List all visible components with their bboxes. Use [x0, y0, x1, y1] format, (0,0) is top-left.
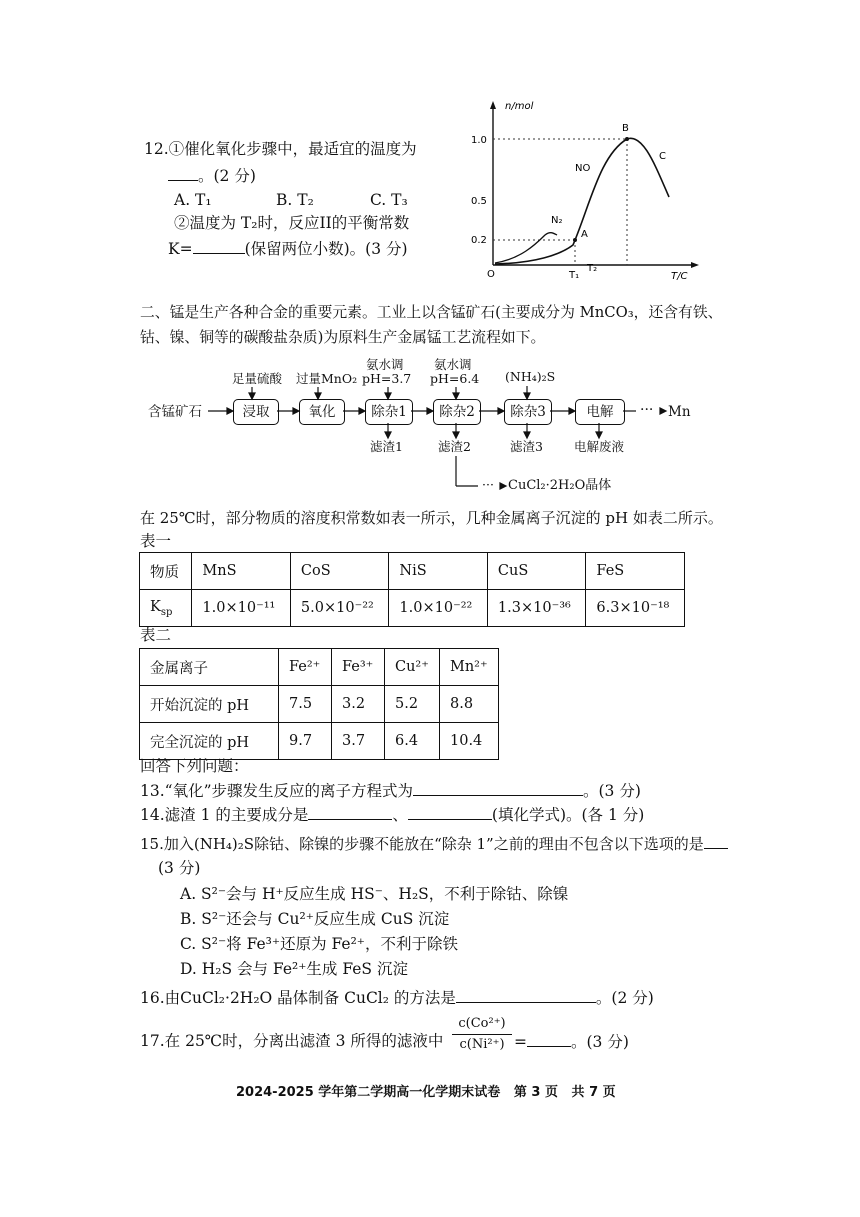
table1-caption: 表一 — [140, 532, 172, 550]
label-no: NO — [575, 163, 591, 174]
q14-suffix: (填化学式)。(各 1 分) — [491, 806, 645, 824]
table-header-cell: MnS — [192, 553, 291, 590]
flow-start: 含锰矿石 — [148, 404, 202, 420]
q16-suffix: 。(2 分) — [595, 989, 654, 1007]
table-header-cell: 物质 — [140, 553, 192, 590]
q12-option-b: B. T₂ — [276, 191, 314, 209]
ytick-1.0: 1.0 — [471, 135, 487, 146]
table-cell: 1.0×10⁻¹¹ — [192, 590, 291, 627]
electrolysis-waste: 电解废液 — [574, 439, 625, 454]
table-row-label: 完全沉淀的 pH — [140, 723, 279, 760]
table-header-cell: 金属离子 — [140, 649, 279, 686]
q15-option-b: B. S²⁻还会与 Cu²⁺反应生成 CuS 沉淀 — [180, 910, 450, 928]
table-header-cell: Fe²⁺ — [279, 649, 332, 686]
answer-blank[interactable] — [704, 832, 728, 849]
table-header-cell: CuS — [487, 553, 586, 590]
flow-end: Mn — [668, 404, 691, 420]
table-header-cell: NiS — [389, 553, 488, 590]
answer-header: 回答下列问题： — [140, 757, 249, 775]
step-purify-2: 除杂2 — [433, 399, 481, 425]
ph-table — [139, 648, 499, 760]
q14-prefix: 14.滤渣 1 的主要成分是 — [140, 806, 309, 824]
table-row — [140, 649, 499, 686]
table-cell: 5.2 — [385, 686, 440, 723]
q13 — [140, 779, 641, 802]
table-header-cell: FeS — [586, 553, 685, 590]
q17-denominator: c(Ni²⁺) — [459, 1037, 505, 1052]
step-electrolysis: 电解 — [575, 399, 625, 425]
q15-option-a: A. S²⁻会与 H⁺反应生成 HS⁻、H₂S，不利于除钴、除镍 — [180, 885, 569, 903]
answer-blank[interactable] — [456, 986, 596, 1003]
reagent-sulfuric-acid: 足量硫酸 — [232, 371, 283, 386]
table2-caption: 表二 — [140, 626, 172, 644]
q17-answer — [514, 1030, 629, 1053]
table-cell: 7.5 — [279, 686, 332, 723]
table-row — [140, 723, 499, 760]
step-leaching: 浸取 — [233, 399, 279, 425]
answer-blank[interactable] — [527, 1030, 571, 1047]
ksp-label: K — [150, 598, 161, 615]
q17-equals: = — [514, 1033, 527, 1051]
xtick-t2: T₂ — [587, 263, 598, 274]
table-header-cell: Fe³⁺ — [332, 649, 385, 686]
table-row-label — [140, 590, 192, 627]
table-cell: 9.7 — [279, 723, 332, 760]
q17-numerator: c(Co²⁺) — [452, 1014, 512, 1035]
section2-line1: 二、锰是生产各种合金的重要元素。工业上以含锰矿石(主要成分为 MnCO₃，还含有铁、 — [140, 304, 723, 321]
q15-text: 15.加入(NH₄)₂S除钴、除镍的步骤不能放在“除杂 1”之前的理由不包含以下选项的是 — [140, 835, 704, 853]
reagent-nh4-2s: (NH₄)₂S — [505, 369, 556, 384]
flow-dots: ··· — [640, 402, 654, 418]
table-cell: 6.3×10⁻¹⁸ — [586, 590, 685, 627]
table-row — [140, 553, 685, 590]
section2-line2: 钴、镍、铜等的碳酸盐杂质)为原料生产金属锰工艺流程如下。 — [140, 329, 546, 346]
ksp-subscript: sp — [160, 606, 173, 618]
q17-prefix: 17.在 25℃时，分离出滤渣 3 所得的滤液中 — [140, 1032, 444, 1050]
q17-suffix: 。(3 分) — [571, 1033, 629, 1051]
label-n2: N₂ — [551, 215, 563, 226]
flow-arrows — [0, 0, 860, 500]
xtick-t1: T₁ — [569, 270, 580, 281]
q14-middle: 、 — [392, 806, 408, 824]
q13-suffix: 。(3 分) — [583, 782, 641, 800]
table-cell: 3.2 — [332, 686, 385, 723]
table-cell: 5.0×10⁻²² — [290, 590, 389, 627]
table-cell: 1.0×10⁻²² — [389, 590, 488, 627]
table-cell: 3.7 — [332, 723, 385, 760]
residue-3: 滤渣3 — [510, 439, 543, 454]
table-header-cell: Mn²⁺ — [440, 649, 499, 686]
q12-line2-suffix: 。(2 分) — [198, 167, 256, 185]
reagent-ph-3.7: pH=3.7 — [362, 371, 412, 386]
ytick-0.2: 0.2 — [471, 235, 487, 246]
step-oxidation: 氧化 — [299, 399, 345, 425]
table-cell: 6.4 — [385, 723, 440, 760]
table-row — [140, 686, 499, 723]
q12-line1: 12.①催化氧化步骤中，最适宜的温度为 — [144, 140, 417, 158]
label-c: C — [659, 151, 666, 162]
table-cell: 10.4 — [440, 723, 499, 760]
step-purify-1: 除杂1 — [365, 399, 413, 425]
table-header-cell: CoS — [290, 553, 389, 590]
answer-blank[interactable] — [413, 779, 583, 796]
q16-prefix: 16.由CuCl₂·2H₂O 晶体制备 CuCl₂ 的方法是 — [140, 989, 456, 1007]
table-row — [140, 590, 685, 627]
ytick-0.5: 0.5 — [471, 196, 487, 207]
flow-dots-2: ··· — [482, 477, 494, 492]
q12-line5-prefix: K= — [168, 240, 193, 258]
answer-blank[interactable] — [308, 803, 392, 820]
q15-line2: (3 分) — [158, 859, 201, 877]
x-axis-label: T/C — [671, 271, 688, 282]
q15-option-c: C. S²⁻将 Fe³⁺还原为 Fe²⁺，不利于除铁 — [180, 935, 458, 953]
residue-2: 滤渣2 — [438, 439, 471, 454]
table-cell: 1.3×10⁻³⁶ — [487, 590, 586, 627]
reagent-ammonia-1: 氨水调 — [366, 357, 404, 372]
reagent-mno2: 过量MnO₂ — [296, 371, 358, 386]
q15-line1 — [140, 832, 728, 855]
tables-intro: 在 25℃时，部分物质的溶度积常数如表一所示，几种金属离子沉淀的 pH 如表二所示。 — [140, 509, 723, 527]
q14 — [140, 803, 644, 826]
q12-option-c: C. T₃ — [370, 191, 408, 209]
q13-prefix: 13.“氧化”步骤发生反应的离子方程式为 — [140, 782, 413, 800]
table-header-cell: Cu²⁺ — [385, 649, 440, 686]
reagent-ammonia-2: 氨水调 — [434, 357, 472, 372]
label-b: B — [622, 123, 629, 134]
origin-label: O — [487, 269, 495, 280]
q17-fraction — [452, 1014, 512, 1055]
page-footer: 2024-2025 学年第二学期高一化学期末试卷 第 3 页 共 7 页 — [236, 1085, 616, 1100]
label-a: A — [581, 229, 588, 240]
reagent-ph-6.4: pH=6.4 — [430, 371, 480, 386]
q16 — [140, 986, 654, 1009]
ksp-table — [139, 552, 685, 627]
q15-option-d: D. H₂S 会与 Fe²⁺生成 FeS 沉淀 — [180, 960, 408, 978]
answer-blank[interactable] — [408, 803, 492, 820]
table-row-label: 开始沉淀的 pH — [140, 686, 279, 723]
q12-line5-suffix: (保留两位小数)。(3 分) — [244, 240, 408, 258]
y-axis-label: n/mol — [505, 101, 534, 112]
step-purify-3: 除杂3 — [504, 399, 552, 425]
flow-product: CuCl₂·2H₂O晶体 — [508, 478, 612, 493]
q12-option-a: A. T₁ — [174, 191, 212, 209]
q12-line4: ②温度为 T₂时，反应II的平衡常数 — [174, 214, 410, 232]
residue-1: 滤渣1 — [370, 439, 403, 454]
table-cell: 8.8 — [440, 686, 499, 723]
